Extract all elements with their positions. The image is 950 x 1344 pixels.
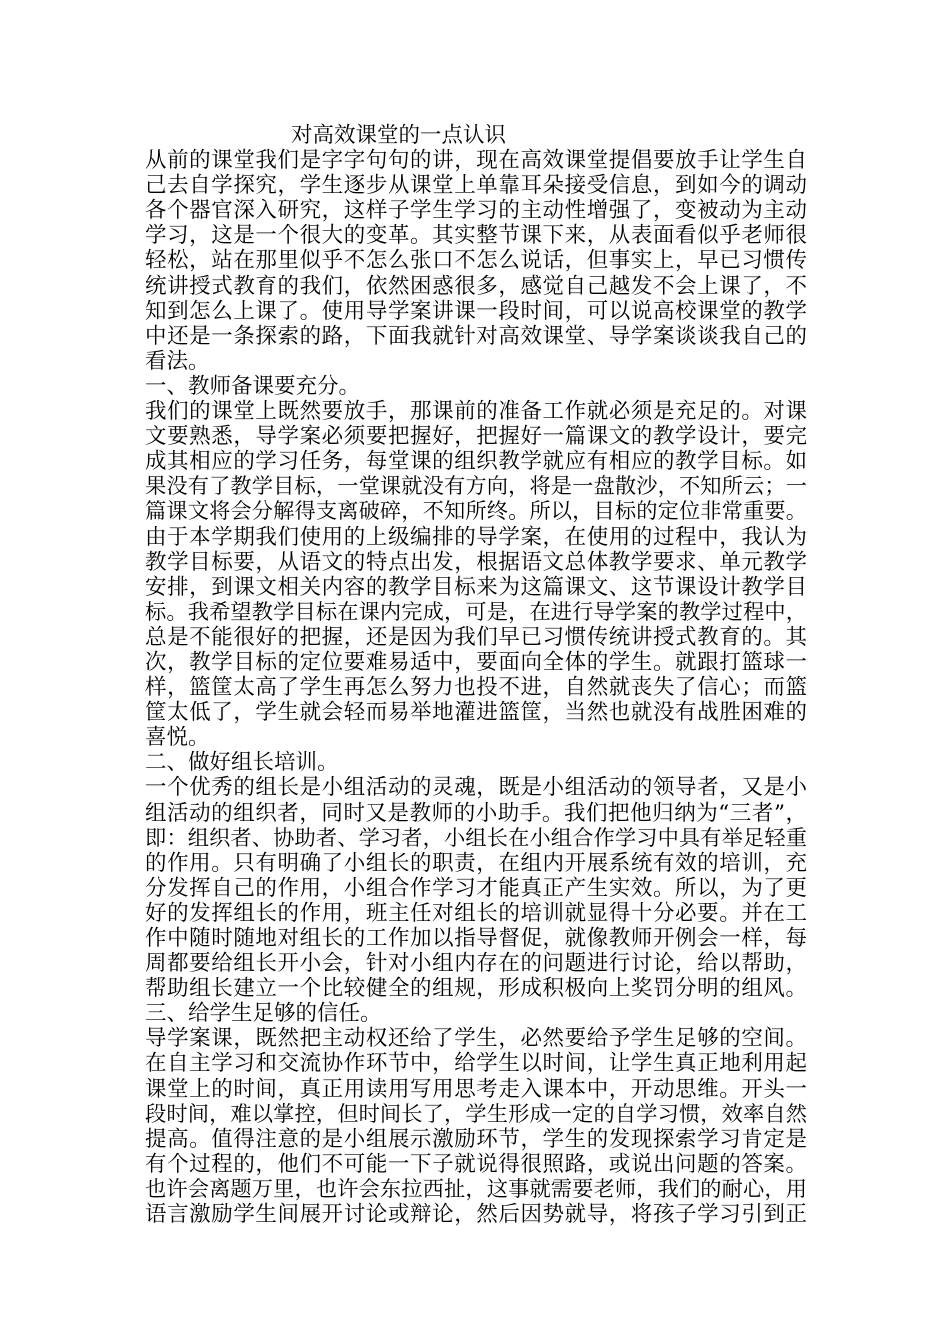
text-line: 提高。值得注意的是小组展示激励环节，学生的发现探索学习肯定是 xyxy=(145,1126,807,1152)
text-line: 一个优秀的组长是小组活动的灵魂，既是小组活动的领导者，又是小 xyxy=(145,775,807,801)
text-line: 有个过程的，他们不可能一下子就说得很照路，或说出问题的答案。 xyxy=(145,1151,807,1177)
document-text xyxy=(145,148,807,1227)
text-line: 组活动的组织者，同时又是教师的小助手。我们把他归纳为“三者”， xyxy=(145,800,807,826)
text-line: 成其相应的学习任务，每堂课的组织教学就应有相应的教学目标。如 xyxy=(145,449,807,475)
text-line: 知到怎么上课了。使用导学案讲课一段时间，可以说高校课堂的教学 xyxy=(145,298,807,324)
text-line: 次，教学目标的定位要难易适中，要面向全体的学生。就跟打篮球一 xyxy=(145,649,807,675)
text-line: 篇课文将会分解得支离破碎，不知所终。所以，目标的定位非常重要。 xyxy=(145,499,807,525)
text-line: 语言激励学生间展开讨论或辩论，然后因势就导，将孩子学习引到正 xyxy=(145,1202,807,1228)
text-line: 导学案课，既然把主动权还给了学生，必然要给予学生足够的空间。 xyxy=(145,1026,807,1052)
text-line: 统讲授式教育的我们，依然困惑很多，感觉自己越发不会上课了，不 xyxy=(145,273,807,299)
text-line: 看法。 xyxy=(145,348,210,374)
text-line: 果没有了教学目标，一堂课就没有方向，将是一盘散沙，不知所云；一 xyxy=(145,474,807,500)
text-line: 课堂上的时间，真正用读用写用思考走入课本中，开动思维。开头一 xyxy=(145,1076,807,1102)
text-line: 二、做好组长培训。 xyxy=(145,750,339,776)
text-line: 标。我希望教学目标在课内完成，可是，在进行导学案的教学过程中， xyxy=(145,599,807,625)
text-line: 周都要给组长开小会，针对小组内存在的问题进行讨论，给以帮助， xyxy=(145,951,807,977)
text-line: 在自主学习和交流协作环节中，给学生以时间，让学生真正地利用起 xyxy=(145,1051,807,1077)
text-line: 文要熟悉，导学案必须要把握好，把握好一篇课文的教学设计，要完 xyxy=(145,424,807,450)
text-line: 作中随时随地对组长的工作加以指导督促，就像教师开例会一样，每 xyxy=(145,926,807,951)
text-line: 帮助组长建立一个比较健全的组规，形成积极向上奖罚分明的组风。 xyxy=(145,976,807,1002)
document-title: 对高效课堂的一点认识 xyxy=(291,123,507,148)
text-line: 安排，到课文相关内容的教学目标来为这篇课文、这节课设计教学目 xyxy=(145,574,807,600)
text-line: 分发挥自己的作用，小组合作学习才能真正产生实效。所以，为了更 xyxy=(145,875,807,901)
text-line: 各个器官深入研究，这样子学生学习的主动性增强了，变被动为主动 xyxy=(145,198,807,224)
document-body xyxy=(145,123,807,1227)
text-line: 中还是一条探索的路，下面我就针对高效课堂、导学案谈谈我自己的 xyxy=(145,323,807,349)
text-line: 总是不能很好的把握，还是因为我们早已习惯传统讲授式教育的。其 xyxy=(145,624,807,650)
text-line: 的作用。只有明确了小组长的职责，在组内开展系统有效的培训，充 xyxy=(145,850,807,876)
text-line: 好的发挥组长的作用，班主任对组长的培训就显得十分必要。并在工 xyxy=(145,900,807,926)
text-line: 由于本学期我们使用的上级编排的导学案，在使用的过程中，我认为 xyxy=(145,524,807,550)
text-line: 即：组织者、协助者、学习者，小组长在小组合作学习中具有举足轻重 xyxy=(145,825,807,851)
text-line: 样，篮筐太高了学生再怎么努力也投不进，自然就丧失了信心；而篮 xyxy=(145,675,807,701)
text-line: 三、给学生足够的信任。 xyxy=(145,1001,382,1027)
text-line: 教学目标要，从语文的特点出发，根据语文总体教学要求、单元教学 xyxy=(145,549,807,575)
text-line: 一、教师备课要充分。 xyxy=(145,373,361,399)
text-line: 我们的课堂上既然要放手，那课前的准备工作就必须是充足的。对课 xyxy=(145,399,807,425)
text-line: 也许会离题万里，也许会东拉西扯，这事就需要老师，我们的耐心，用 xyxy=(145,1176,807,1202)
text-line: 轻松，站在那里似乎不怎么张口不怎么说话，但事实上，早已习惯传 xyxy=(145,248,807,274)
text-line: 筐太低了，学生就会轻而易举地灌进篮筐，当然也就没有战胜困难的 xyxy=(145,700,807,726)
text-line: 段时间，难以掌控，但时间长了，学生形成一定的自学习惯，效率自然 xyxy=(145,1101,807,1127)
text-line: 学习，这是一个很大的变革。其实整节课下来，从表面看似乎老师很 xyxy=(145,223,807,249)
text-line: 从前的课堂我们是字字句句的讲，现在高效课堂提倡要放手让学生自 xyxy=(145,148,807,174)
text-line: 己去自学探究，学生逐步从课堂上单靠耳朵接受信息，到如今的调动 xyxy=(145,173,807,199)
text-line: 喜悦。 xyxy=(145,725,210,751)
